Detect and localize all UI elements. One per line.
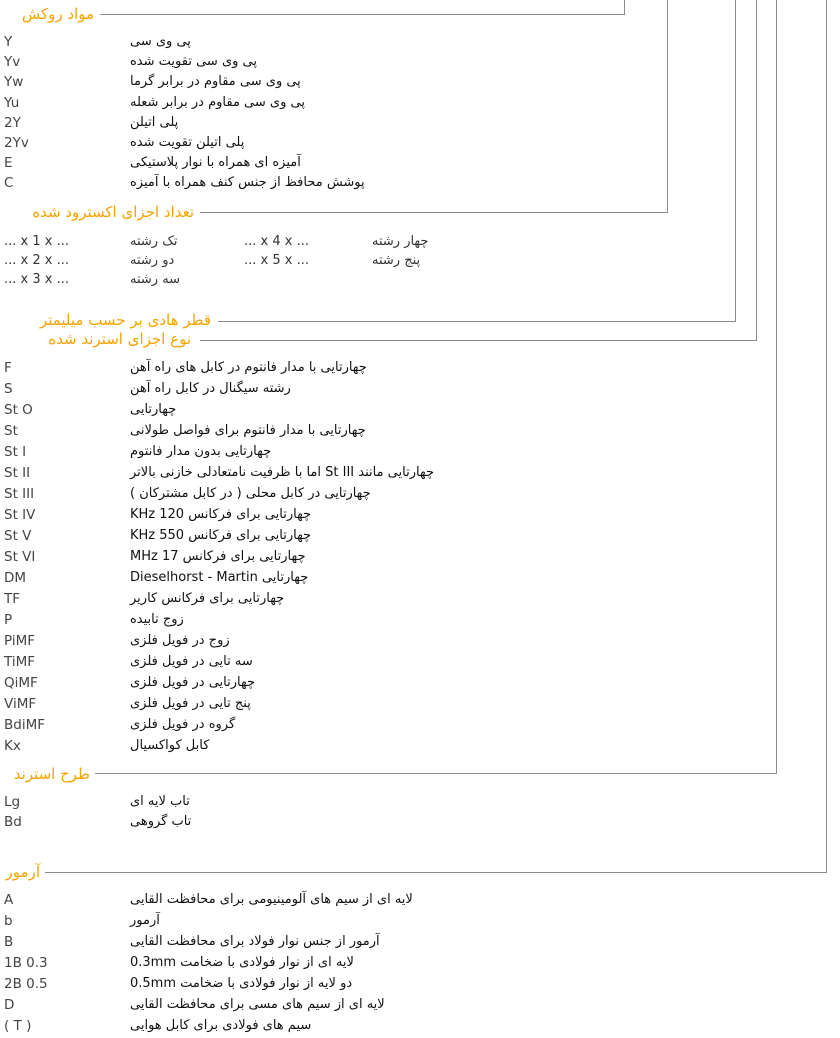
code-cell: St III [4, 486, 35, 502]
connector-count-v [667, 0, 668, 213]
desc-cell: رشته سیگنال در کابل راه آهن [130, 381, 291, 396]
code-cell: b [4, 913, 13, 929]
desc-cell: چهارتایی برای فرکانس 17 MHz [130, 549, 306, 564]
desc-cell: چهارتایی [130, 402, 177, 417]
code-cell: 2B 0.5 [4, 976, 48, 992]
code-cell: B [4, 934, 14, 950]
connector-count-h [200, 212, 668, 213]
code-cell: 2Yv [4, 135, 29, 151]
desc-cell: چهارتایی بدون مدار فانتوم [130, 444, 272, 459]
desc-cell: پی وی سی تقویت شده [130, 54, 257, 69]
desc-cell: تک رشته [130, 234, 178, 249]
connector-type-h [218, 321, 736, 322]
desc-cell: چهارتایی برای فرکانس 120 KHz [130, 507, 312, 522]
code-cell: Lg [4, 794, 21, 810]
desc-cell: پی وی سی [130, 34, 191, 49]
desc-cell: چهارتایی برای فرکانس کاریر [130, 591, 285, 606]
code-cell: QiMF [4, 675, 38, 691]
code-cell: Kx [4, 738, 21, 754]
desc-cell: زوج در فویل فلزی [130, 633, 230, 648]
code-cell: Yu [4, 95, 20, 111]
desc-cell: آرمور [130, 913, 160, 928]
desc-cell: لایه ای از نوار فولادی با ضخامت 0.3mm [130, 955, 354, 970]
code-cell: TF [4, 591, 21, 607]
heading-armour: آرمور [5, 863, 40, 881]
desc-cell: پنج تایی در فویل فلزی [130, 696, 251, 711]
desc-cell: تاب لایه ای [130, 794, 190, 809]
code-cell: TiMF [4, 654, 35, 670]
desc-cell: چهارتایی با مدار فانتوم برای فواصل طولانی [130, 423, 366, 438]
code-cell: C [4, 175, 14, 191]
code-cell: Yw [4, 74, 24, 90]
heading-strand-count: تعداد اجزای اکسترود شده [32, 203, 194, 221]
desc-cell: دو لایه از نوار فولادی با ضخامت 0.5mm [130, 976, 353, 991]
code-cell: 1B 0.3 [4, 955, 48, 971]
desc-cell: زوج تابیده [130, 612, 184, 627]
connector-stranding-v [776, 0, 777, 774]
code-cell: ... x 5 x ... [244, 253, 309, 268]
code-cell: Y [4, 34, 13, 50]
connector-type-v [735, 0, 736, 322]
heading-strand-type: نوع اجزای استرند شده [48, 330, 191, 348]
code-cell: ... x 2 x ... [4, 253, 69, 268]
desc-cell: تاب گروهی [130, 814, 192, 829]
code-cell: ViMF [4, 696, 37, 712]
desc-cell: سیم های فولادی برای کابل هوایی [130, 1018, 312, 1033]
desc-cell: سه رشته [130, 272, 181, 287]
code-cell: Bd [4, 814, 22, 830]
desc-cell: گروه در فویل فلزی [130, 717, 236, 732]
desc-cell: چهارتایی در کابل محلی ( در کابل مشترکان ) [130, 486, 371, 501]
connector-diameter-v [756, 0, 757, 341]
desc-cell: آرمور از جنس نوار فولاد برای محافظت القایی [130, 934, 380, 949]
desc-cell: چهارتایی برای فرکانس 550 KHz [130, 528, 312, 543]
desc-cell: چهارتایی Dieselhorst - Martin [130, 570, 309, 585]
code-cell: S [4, 381, 13, 397]
code-cell: ( T ) [4, 1018, 32, 1034]
desc-cell: پی وی سی مقاوم در برابر شعله [130, 95, 305, 110]
desc-cell: پلی اتیلن [130, 115, 179, 130]
connector-insulation-h [100, 14, 624, 15]
desc-cell: دو رشته [130, 253, 175, 268]
desc-cell: پنج رشته [372, 253, 421, 268]
connector-diameter-h [200, 340, 757, 341]
code-cell: A [4, 892, 14, 908]
desc-cell: چهارتایی در فویل فلزی [130, 675, 256, 690]
code-cell: PiMF [4, 633, 36, 649]
code-cell: ... x 1 x ... [4, 234, 69, 249]
code-cell: ... x 4 x ... [244, 234, 309, 249]
code-cell: ... x 3 x ... [4, 272, 69, 287]
desc-cell: چهارتایی مانند St III اما با ظرفیت نامتعادلی خازنی بالاتر [130, 465, 434, 480]
desc-cell: پوشش محافظ از جنس کنف همراه با آمیزه [130, 175, 365, 190]
desc-cell: پلی اتیلن تقویت شده [130, 135, 245, 150]
desc-cell: آمیزه ای همراه با نوار پلاستیکی [130, 155, 301, 170]
code-cell: St [4, 423, 18, 439]
heading-insulation: مواد روکش [21, 5, 94, 23]
desc-cell: لایه ای از سیم های مسی برای محافظت القایی [130, 997, 385, 1012]
code-cell: St VI [4, 549, 36, 565]
code-cell: F [4, 360, 12, 376]
connector-insulation-v [624, 0, 625, 15]
code-cell: St IV [4, 507, 36, 523]
code-cell: St I [4, 444, 27, 460]
code-cell: DM [4, 570, 27, 586]
code-cell: St O [4, 402, 33, 418]
heading-stranding: طرح استرند [13, 765, 90, 783]
connector-armour-h [45, 872, 827, 873]
desc-cell: سه تایی در فویل فلزی [130, 654, 253, 669]
code-cell: St II [4, 465, 31, 481]
code-cell: St V [4, 528, 32, 544]
desc-cell: چهار رشته [372, 234, 429, 249]
desc-cell: لایه ای از سیم های آلومینیومی برای محافظت القایی [130, 892, 413, 907]
connector-armour-v [826, 0, 827, 873]
desc-cell: پی وی سی مقاوم در برابر گرما [130, 74, 301, 89]
desc-cell: کابل کواکسیال [130, 738, 210, 753]
code-cell: BdiMF [4, 717, 45, 733]
code-cell: E [4, 155, 13, 171]
desc-cell: چهارتایی با مدار فانتوم در کابل های راه آهن [130, 360, 367, 375]
code-cell: 2Y [4, 115, 21, 131]
heading-diameter: قطر هادی بر حسب میلیمتر [39, 311, 211, 329]
connector-stranding-h [95, 773, 777, 774]
code-cell: P [4, 612, 13, 628]
code-cell: D [4, 997, 15, 1013]
code-cell: Yv [4, 54, 21, 70]
